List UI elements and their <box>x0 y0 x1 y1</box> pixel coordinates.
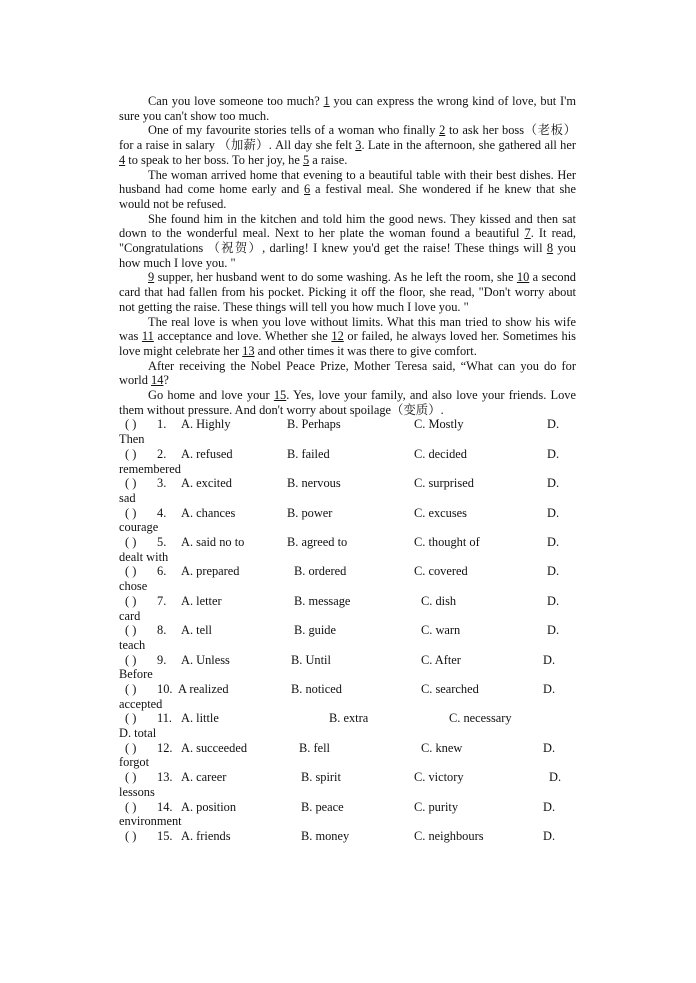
question-number: 2. <box>157 446 167 461</box>
option-b: B. ordered <box>294 564 347 579</box>
passage-text: Can you love someone too much? <box>148 94 324 108</box>
option-b: B. nervous <box>287 476 341 491</box>
passage-text: a festival meal. She wondered if he knew that she would not be refused. <box>119 182 577 211</box>
answer-bracket[interactable]: ( ) <box>125 417 137 432</box>
blank-number: 8 <box>546 241 554 256</box>
option-c: C. covered <box>414 564 468 579</box>
question-number: 12. <box>157 740 173 755</box>
passage-text: to ask her boss（老板） for a raise in salary （加薪）. All day she felt <box>119 123 576 153</box>
passage-paragraph <box>119 270 576 314</box>
blank-number: 10 <box>516 270 530 285</box>
option-d-label: D. <box>547 535 560 550</box>
passage-text: After receiving the Nobel Peace Prize, Mother Teresa said, “What can you do for world <box>119 358 576 388</box>
option-c: C. purity <box>414 799 459 814</box>
question-item <box>119 653 576 682</box>
option-d-text: remembered <box>119 461 181 476</box>
question-item <box>119 800 576 829</box>
option-d-text: forgot <box>119 755 150 770</box>
passage-paragraph <box>119 388 576 417</box>
document-page <box>119 94 576 858</box>
passage-paragraph <box>119 359 576 388</box>
question-number: 4. <box>157 505 167 520</box>
question-item <box>119 476 576 505</box>
option-c: C. neighbours <box>414 828 484 843</box>
question-number: 1. <box>157 417 167 432</box>
question-number: 7. <box>157 593 167 608</box>
option-d-text: dealt with <box>119 549 169 564</box>
blank-number: 14 <box>151 373 164 388</box>
passage-text: a second card that had fallen from his pocket. Picking it off the floor, she read, "Don't worry about not getting the raise. These things will tell you how much I love you. " <box>119 270 576 314</box>
question-number: 11. <box>157 711 173 726</box>
question-item <box>119 535 576 564</box>
question-number: 13. <box>157 770 173 785</box>
option-a: A. position <box>181 799 237 814</box>
question-item <box>119 594 576 623</box>
option-a: A. Highly <box>181 417 231 432</box>
question-number: 14. <box>157 799 173 814</box>
option-d-label: D. <box>547 446 560 461</box>
option-c: C. decided <box>414 446 467 461</box>
passage-paragraph <box>119 94 576 123</box>
passage-text: acceptance and love. Whether she <box>153 329 332 344</box>
option-d-text: lessons <box>119 784 155 799</box>
passage-text: you can express the wrong kind of love, but I'm sure you can't show too much. <box>119 94 576 123</box>
question-item <box>119 417 576 446</box>
option-d-text: Before <box>119 667 153 682</box>
blank-number: 1 <box>323 94 330 108</box>
answer-bracket[interactable]: ( ) <box>125 770 137 785</box>
option-c: C. Mostly <box>414 417 464 432</box>
option-a: A. career <box>181 770 227 785</box>
option-d-text: environment <box>119 814 182 829</box>
option-b: B. Until <box>291 652 331 667</box>
passage-paragraph <box>119 123 576 167</box>
answer-bracket[interactable]: ( ) <box>125 828 137 843</box>
option-b: B. peace <box>301 799 344 814</box>
option-d-text: teach <box>119 637 146 652</box>
blank-number: 12 <box>331 329 344 344</box>
question-item <box>119 447 576 476</box>
question-number: 8. <box>157 623 167 638</box>
option-b: B. noticed <box>291 681 342 696</box>
option-c: C. After <box>421 652 461 667</box>
answer-bracket[interactable]: ( ) <box>125 476 137 491</box>
passage-text: . Late in the afternoon, she gathered all her <box>361 138 576 153</box>
option-d-text: Then <box>119 432 145 447</box>
option-c: C. dish <box>421 593 457 608</box>
question-item <box>119 829 576 858</box>
option-d-label: D. <box>543 652 556 667</box>
option-b: B. agreed to <box>287 535 348 550</box>
passage-text: you how much I love you. " <box>119 241 577 270</box>
passage-text: One of my favourite stories tells of a woman who finally <box>148 123 440 138</box>
option-b: B. Perhaps <box>287 417 341 432</box>
answer-bracket[interactable]: ( ) <box>125 564 137 579</box>
option-c: C. victory <box>414 770 464 785</box>
option-b: B. failed <box>287 446 330 461</box>
option-a: A. Unless <box>181 652 230 667</box>
option-d-label: D. <box>547 476 560 491</box>
option-d-text: sad <box>119 490 136 505</box>
passage-paragraph <box>119 315 576 359</box>
option-d-label: D. <box>549 770 562 785</box>
question-number: 9. <box>157 652 167 667</box>
answer-bracket[interactable]: ( ) <box>125 505 137 520</box>
option-b: B. message <box>294 593 351 608</box>
passage <box>119 94 576 417</box>
passage-text: The real love is when you love without limits. What this man tried to show his wife was <box>119 314 576 344</box>
blank-number: 5 <box>302 152 310 167</box>
option-a: A. refused <box>181 446 233 461</box>
answer-bracket[interactable]: ( ) <box>125 535 137 550</box>
blank-number: 2 <box>439 123 446 138</box>
question-number: 6. <box>157 564 167 579</box>
passage-paragraph <box>119 168 576 212</box>
question-list <box>119 417 576 858</box>
option-a: A. little <box>181 711 219 726</box>
answer-bracket[interactable]: ( ) <box>125 799 137 814</box>
answer-bracket[interactable]: ( ) <box>125 652 137 667</box>
option-b: B. power <box>287 505 333 520</box>
option-a: A. chances <box>181 505 236 520</box>
option-a: A. letter <box>181 593 222 608</box>
option-d-text: card <box>119 608 141 623</box>
question-number: 5. <box>157 535 167 550</box>
answer-bracket[interactable]: ( ) <box>125 681 137 696</box>
option-c: C. excuses <box>414 505 467 520</box>
question-number: 3. <box>157 476 167 491</box>
option-d-label: D. <box>547 623 560 638</box>
answer-bracket[interactable]: ( ) <box>125 740 137 755</box>
blank-number: 3 <box>355 138 362 153</box>
answer-bracket[interactable]: ( ) <box>125 711 137 726</box>
option-b: B. guide <box>294 623 336 638</box>
answer-bracket[interactable]: ( ) <box>125 446 137 461</box>
option-a: A. prepared <box>181 564 240 579</box>
option-b: B. fell <box>299 740 330 755</box>
passage-text: to speak to her boss. To her joy, he <box>125 152 303 167</box>
option-d-label: D. <box>547 417 560 432</box>
question-number: 10. <box>157 681 173 696</box>
option-a: A. tell <box>181 623 212 638</box>
option-d-label: D. <box>543 799 556 814</box>
option-d-label: D. <box>543 740 556 755</box>
passage-text: The woman arrived home that evening to a beautiful table with their best dishes. Her husband had come home early and <box>119 167 576 197</box>
option-d-label: D. <box>543 681 556 696</box>
question-item <box>119 564 576 593</box>
passage-text: and other times it was there to give comfort. <box>254 343 477 358</box>
option-d-label: D. <box>547 505 560 520</box>
passage-text: . Yes, love your family, and also love your friends. Love them without pressure. And don't worry about spoilage（变质）. <box>119 388 576 417</box>
blank-number: 11 <box>141 329 154 344</box>
blank-number: 13 <box>242 343 255 358</box>
passage-text: a raise. <box>309 152 348 167</box>
option-c: C. necessary <box>449 711 512 726</box>
option-d-label: D. <box>547 593 560 608</box>
question-number: 15. <box>157 828 173 843</box>
option-d-text: D. total <box>119 726 157 741</box>
question-item <box>119 770 576 799</box>
answer-bracket[interactable]: ( ) <box>125 593 137 608</box>
passage-text: Go home and love your <box>148 388 274 403</box>
passage-text: ? <box>163 373 169 388</box>
passage-text: She found him in the kitchen and told him the good news. They kissed and then sat down to the wonderful meal. Next to her plate the woman found a beautiful <box>119 211 576 241</box>
option-d-label: D. <box>547 564 560 579</box>
option-b: B. spirit <box>301 770 341 785</box>
passage-text: supper, her husband went to do some washing. As he left the room, she <box>154 270 517 285</box>
option-c: C. knew <box>421 740 463 755</box>
option-d-text: accepted <box>119 696 163 711</box>
option-d-text: chose <box>119 579 148 594</box>
question-item <box>119 623 576 652</box>
option-a: A. excited <box>181 476 232 491</box>
passage-text: . It read, "Congratulations （祝贺）, darling! I knew you'd get the raise! These things will <box>119 226 577 256</box>
blank-number: 15 <box>273 388 287 403</box>
option-d-label: D. <box>543 828 556 843</box>
option-c: C. searched <box>421 681 479 696</box>
blank-number: 6 <box>304 182 311 197</box>
option-a: A. said no to <box>181 535 245 550</box>
blank-number: 4 <box>119 152 126 167</box>
question-item <box>119 711 576 740</box>
option-c: C. surprised <box>414 476 474 491</box>
question-item <box>119 682 576 711</box>
passage-text: or failed, he always loved her. Sometimes his love might celebrate her <box>119 329 576 358</box>
blank-number: 7 <box>524 226 531 241</box>
option-a: A realized <box>178 681 229 696</box>
option-a: A. friends <box>181 828 231 843</box>
option-d-text: courage <box>119 520 159 535</box>
option-a: A. succeeded <box>181 740 248 755</box>
passage-paragraph <box>119 212 576 271</box>
answer-bracket[interactable]: ( ) <box>125 623 137 638</box>
question-item <box>119 741 576 770</box>
option-b: B. money <box>301 828 350 843</box>
option-b: B. extra <box>329 711 369 726</box>
blank-number: 9 <box>148 270 155 285</box>
option-c: C. thought of <box>414 535 480 550</box>
option-c: C. warn <box>421 623 461 638</box>
question-item <box>119 506 576 535</box>
